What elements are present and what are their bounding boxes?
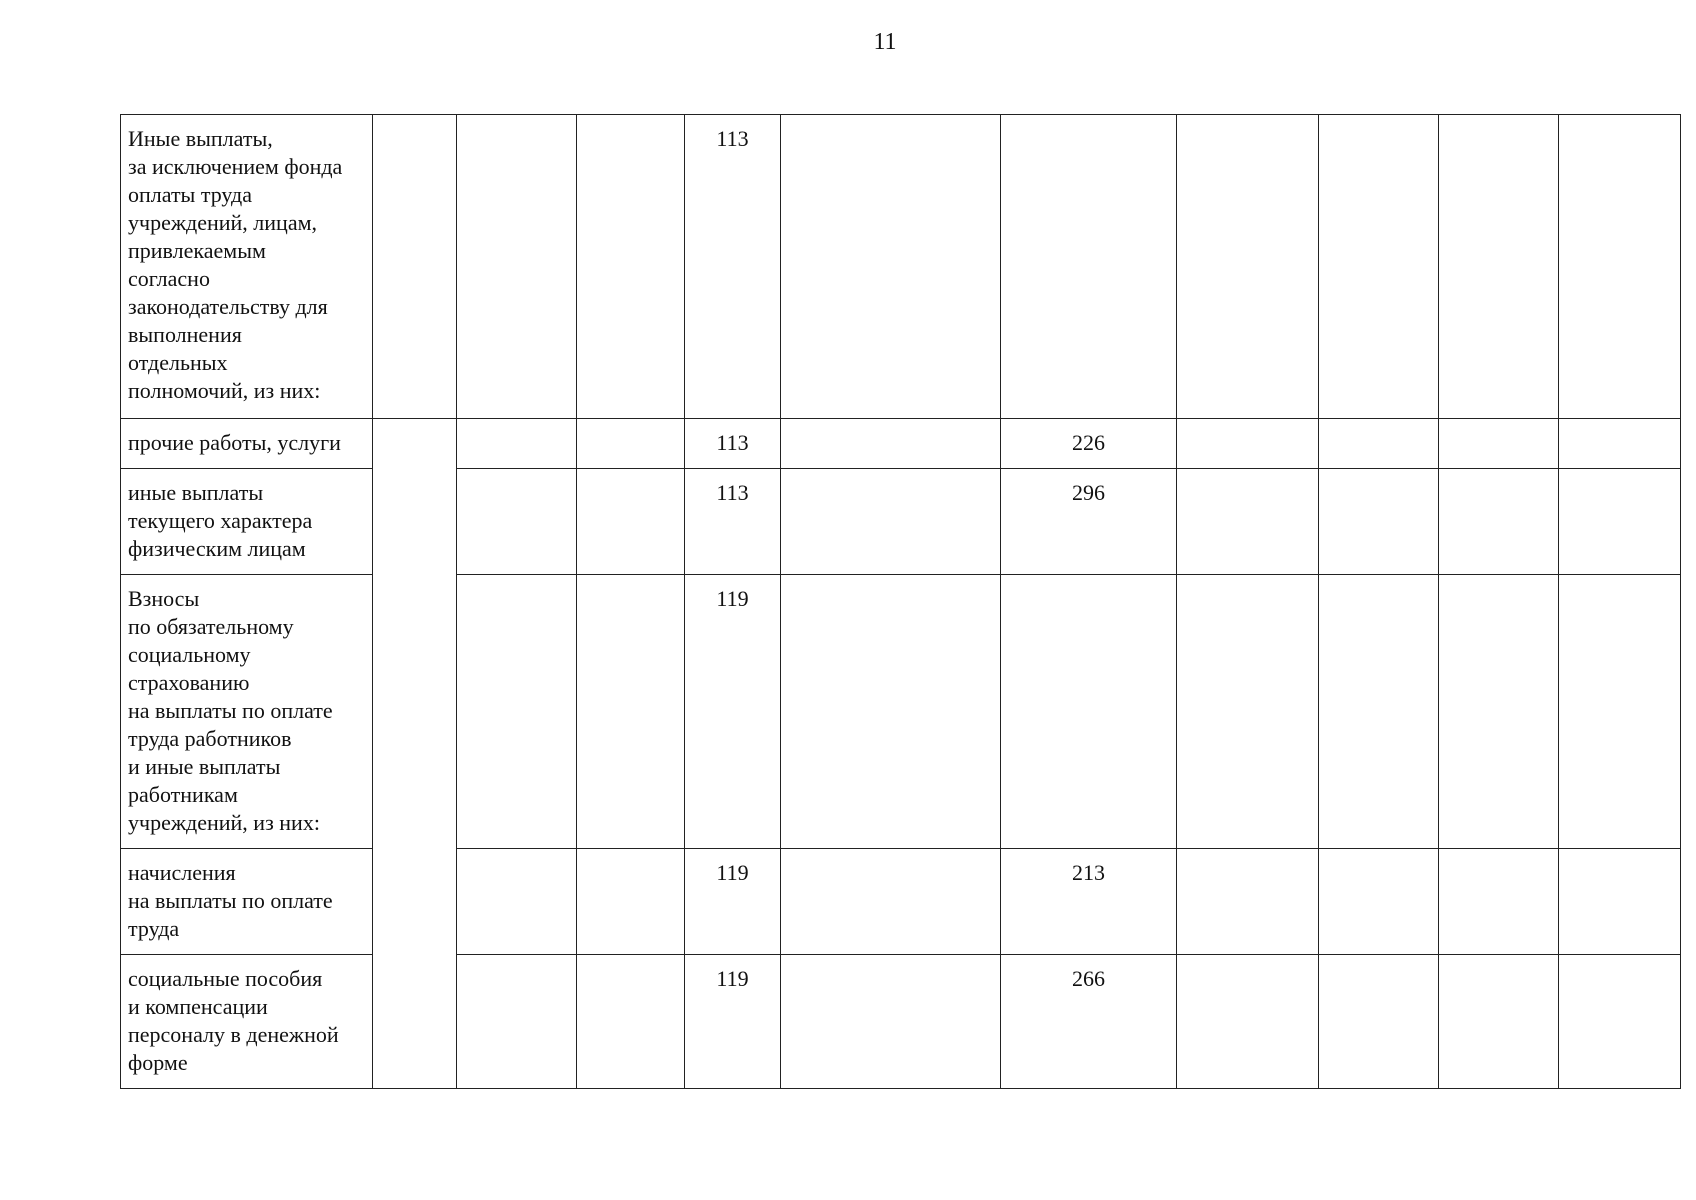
empty-cell: [577, 849, 685, 955]
empty-cell: [1319, 575, 1439, 849]
empty-cell: [1319, 115, 1439, 419]
empty-merged-cell: [373, 419, 457, 1089]
empty-cell: [1439, 469, 1559, 575]
empty-cell: [1559, 849, 1681, 955]
row-label: начисления на выплаты по оплате труда: [121, 849, 373, 955]
empty-cell: [457, 115, 577, 419]
empty-cell: [577, 419, 685, 469]
empty-cell: [1559, 955, 1681, 1089]
empty-cell: [1177, 115, 1319, 419]
table-row: [121, 115, 1681, 419]
empty-cell: [781, 955, 1001, 1089]
kosgu-code: 296: [1001, 469, 1177, 575]
empty-cell: [781, 115, 1001, 419]
empty-cell: [1319, 419, 1439, 469]
row-label: прочие работы, услуги: [121, 419, 373, 469]
empty-cell: [1439, 955, 1559, 1089]
table-row: [121, 469, 1681, 575]
kosgu-code: 213: [1001, 849, 1177, 955]
empty-cell: [457, 419, 577, 469]
expense-code: 119: [685, 575, 781, 849]
empty-cell: [1559, 115, 1681, 419]
empty-cell: [1439, 849, 1559, 955]
kosgu-code: 226: [1001, 419, 1177, 469]
kosgu-code: [1001, 575, 1177, 849]
row-label: Взносы по обязательному социальному страхованию на выплаты по оплате труда работников и иные выплаты работникам учреждений, из них:: [121, 575, 373, 849]
page-number: 11: [873, 29, 897, 55]
empty-cell: [1319, 849, 1439, 955]
expense-code: 119: [685, 849, 781, 955]
kosgu-code: [1001, 115, 1177, 419]
empty-cell: [781, 469, 1001, 575]
empty-cell: [1177, 419, 1319, 469]
row-label: социальные пособия и компенсации персоналу в денежной форме: [121, 955, 373, 1089]
row-label: Иные выплаты, за исключением фонда оплаты труда учреждений, лицам, привлекаемым согласно законодательству для выполнения отдельных полномочий, из них:: [121, 115, 373, 419]
table-row: [121, 849, 1681, 955]
empty-cell: [1559, 419, 1681, 469]
table-row: [121, 575, 1681, 849]
empty-cell: [373, 115, 457, 419]
empty-cell: [1319, 955, 1439, 1089]
kosgu-code: 266: [1001, 955, 1177, 1089]
empty-cell: [1559, 575, 1681, 849]
empty-cell: [457, 955, 577, 1089]
expense-code: 113: [685, 115, 781, 419]
row-label: иные выплаты текущего характера физическим лицам: [121, 469, 373, 575]
empty-cell: [577, 115, 685, 419]
empty-cell: [577, 469, 685, 575]
table-row: [121, 955, 1681, 1089]
expense-code: 119: [685, 955, 781, 1089]
empty-cell: [781, 419, 1001, 469]
empty-cell: [781, 849, 1001, 955]
empty-cell: [781, 575, 1001, 849]
expense-code: 113: [685, 419, 781, 469]
empty-cell: [577, 955, 685, 1089]
empty-cell: [1177, 469, 1319, 575]
empty-cell: [1559, 469, 1681, 575]
empty-cell: [1177, 575, 1319, 849]
empty-cell: [577, 575, 685, 849]
empty-cell: [1439, 419, 1559, 469]
empty-cell: [457, 575, 577, 849]
empty-cell: [1439, 575, 1559, 849]
empty-cell: [457, 469, 577, 575]
empty-cell: [1319, 469, 1439, 575]
table-row: [121, 419, 1681, 469]
expense-code: 113: [685, 469, 781, 575]
empty-cell: [1177, 849, 1319, 955]
empty-cell: [1439, 115, 1559, 419]
empty-cell: [457, 849, 577, 955]
expenditure-table: [120, 114, 1681, 1089]
empty-cell: [1177, 955, 1319, 1089]
